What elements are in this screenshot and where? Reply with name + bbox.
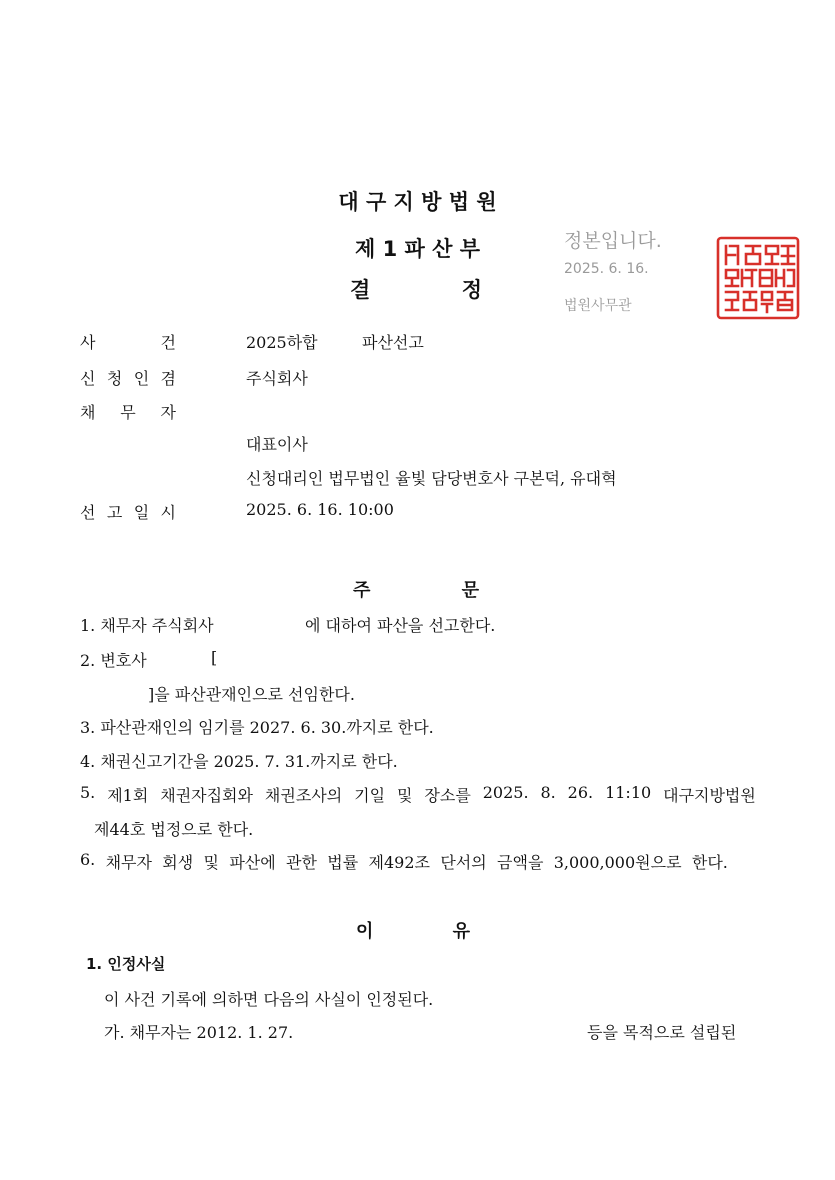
word: 단서의 bbox=[440, 853, 487, 872]
court-seal-icon bbox=[716, 236, 800, 320]
reasons-line-2b: 등을 목적으로 설립된 bbox=[587, 1023, 737, 1042]
applicant-label-char: 신 bbox=[80, 369, 96, 388]
word: 대구지방법원 bbox=[663, 786, 756, 805]
word: 한다. bbox=[691, 853, 728, 872]
order-item-5-cont: 제44호 법정으로 한다. bbox=[94, 820, 254, 839]
decision-time-label-char: 시 bbox=[160, 503, 176, 522]
reasons-heading bbox=[356, 917, 470, 943]
applicant-label-char: 청 bbox=[106, 369, 123, 388]
order-heading-char: 문 bbox=[461, 580, 479, 601]
order-item-2a: 2. 변호사 bbox=[80, 651, 147, 670]
word: 장소를 bbox=[424, 786, 471, 805]
division-name: 제 1 파 산 부 bbox=[355, 237, 480, 261]
reasons-subheading: 1. 인정사실 bbox=[86, 955, 166, 973]
order-heading bbox=[353, 576, 479, 602]
order-item-6 bbox=[80, 850, 728, 873]
debtor-label bbox=[80, 400, 176, 423]
applicant-value: 주식회사 bbox=[246, 369, 308, 388]
case-label bbox=[80, 330, 176, 353]
court-name: 대 구 지 방 법 원 bbox=[338, 190, 497, 214]
word: 2025. bbox=[482, 783, 529, 802]
order-item-5 bbox=[80, 783, 756, 806]
representative: 대표이사 bbox=[246, 435, 308, 454]
word: 회생 bbox=[162, 853, 194, 872]
reasons-heading-char: 유 bbox=[452, 921, 470, 942]
word: 26. bbox=[567, 783, 594, 802]
word: 채권조사의 bbox=[264, 786, 343, 805]
decision-time-label bbox=[80, 500, 176, 523]
reasons-line-2a: 가. 채무자는 2012. 1. 27. bbox=[104, 1023, 294, 1042]
word: 제492조 bbox=[368, 853, 430, 872]
applicant-label-char: 겸 bbox=[160, 369, 176, 388]
word: 채무자 bbox=[105, 853, 152, 872]
word: 법률 bbox=[327, 853, 359, 872]
order-item-1b: 에 대하여 파산을 선고한다. bbox=[305, 616, 496, 635]
case-label-char: 건 bbox=[160, 333, 176, 352]
word: 관한 bbox=[286, 853, 317, 872]
legal-agent: 신청대리인 법무법인 율빛 담당변호사 구본덕, 유대혁 bbox=[246, 469, 617, 488]
decision-time-label-char: 선 bbox=[80, 503, 96, 522]
debtor-label-char: 채 bbox=[80, 403, 96, 422]
document-type-char: 정 bbox=[461, 278, 482, 302]
order-item-3: 3. 파산관재인의 임기를 2027. 6. 30.까지로 한다. bbox=[80, 718, 434, 737]
reasons-heading-char: 이 bbox=[356, 921, 374, 942]
document-type bbox=[350, 274, 482, 304]
word: 8. bbox=[540, 783, 556, 802]
word: 5. bbox=[80, 783, 96, 802]
reasons-line-1: 이 사건 기록에 의하면 다음의 사실이 인정된다. bbox=[104, 990, 434, 1009]
word: 채권자집회와 bbox=[160, 786, 253, 805]
case-label-char: 사 bbox=[80, 333, 96, 352]
applicant-label bbox=[80, 366, 176, 389]
order-item-4: 4. 채권신고기간을 2025. 7. 31.까지로 한다. bbox=[80, 752, 398, 771]
word: 금액을 bbox=[497, 853, 544, 872]
word: 11:10 bbox=[605, 783, 652, 802]
order-heading-char: 주 bbox=[353, 580, 371, 601]
word: 및 bbox=[203, 853, 220, 872]
court-officer-title: 법원사무관 bbox=[564, 298, 632, 314]
decision-time-value: 2025. 6. 16. 10:00 bbox=[246, 500, 394, 519]
case-number: 2025하합 bbox=[246, 333, 318, 352]
word: 및 bbox=[397, 786, 413, 805]
document-type-char: 결 bbox=[350, 278, 371, 302]
certified-copy-date: 2025. 6. 16. bbox=[564, 261, 649, 277]
order-item-2c: ]을 파산관재인으로 선임한다. bbox=[148, 685, 355, 704]
case-name: 파산선고 bbox=[362, 333, 424, 352]
word: 제1회 bbox=[107, 786, 149, 805]
word: 기일 bbox=[354, 786, 386, 805]
decision-time-label-char: 일 bbox=[133, 503, 150, 522]
order-item-1a: 1. 채무자 주식회사 bbox=[80, 616, 214, 635]
word: 6. bbox=[80, 850, 96, 869]
decision-time-label-char: 고 bbox=[106, 503, 123, 522]
order-item-2b: [ bbox=[211, 648, 218, 667]
debtor-label-char: 자 bbox=[160, 403, 176, 422]
debtor-label-char: 무 bbox=[120, 403, 136, 422]
word: 파산에 bbox=[229, 853, 276, 872]
applicant-label-char: 인 bbox=[133, 369, 150, 388]
word: 3,000,000원으로 bbox=[553, 853, 682, 872]
certified-copy-label: 정본입니다. bbox=[564, 230, 662, 252]
